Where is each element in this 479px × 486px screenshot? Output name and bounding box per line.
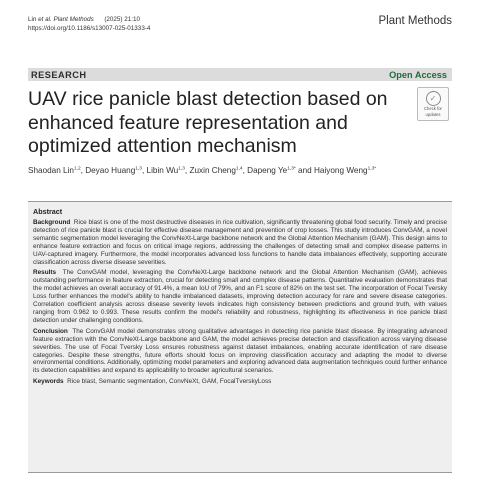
abstract-box <box>28 201 452 473</box>
citation-header <box>28 15 150 33</box>
check-for-updates-button[interactable] <box>417 87 449 121</box>
author-name[interactable]: Zuxin Cheng <box>189 166 236 175</box>
keywords-line: Keywords Rice blast, Semantic segmentation, ConvNeXt, GAM, FocalTverskyLoss <box>33 378 272 386</box>
check-updates-text-2: updates <box>425 111 441 117</box>
author-list: Shaodan Lin$^{1,2}$, Deyao Huang$^{1,3}$, Libin Wu$^{1,3}$, Zuxin Cheng$^{1,4}$, Dapeng $Ye^{1,3*}$ and Haiyong Weng$^{1,3*}$ <box>28 166 377 175</box>
check-updates-text-1: Check for <box>424 106 442 111</box>
check-updates-icon: ✓ <box>426 91 441 106</box>
doi-link[interactable]: https://doi.org/10.1186/s13007-025-01333-4 <box>28 25 151 32</box>
section-label: RESEARCH <box>31 69 87 80</box>
author-name[interactable]: Dapeng Ye <box>247 166 288 175</box>
results-paragraph: Results The ConvGAM model, leveraging the ConvNeXt-Large backbone network and the Global Attention Mechanism (GAM), achieves outstanding performance in feature extraction, crucial for detecting small and complex disease patterns. Quantitative evaluation demonstrates that the model achieves an overall accuracy of 91.4%, a mean IoU of 79%, and an F1 score of 82% on the test set. The incorporation of Focal Tversky Loss further enhances the model's ability to handle imbalanced datasets, improving detection accuracy for rare and severe disease categories. Correlation coefficient analysis across disease severity levels indicates high consistency between predictions and ground truth, with values ranging from 0.962 to 0.993. These results confirm the model's reliability and robustness, highlighting its effectiveness in rice panicle blast detection under challenging conditions. <box>33 269 447 324</box>
author-name[interactable]: Haiyong Weng <box>314 166 368 175</box>
abstract-heading: Abstract <box>33 207 63 216</box>
citation-year: (2025) 21:10 <box>104 16 141 23</box>
open-access-label: Open Access <box>389 69 447 80</box>
citation-line: Lin et al. Plant Methods (2025) 21:10 <box>28 16 141 23</box>
journal-name: Plant Methods <box>378 15 452 27</box>
article-type-banner <box>28 68 452 81</box>
citation-journal: et al. Plant Methods <box>38 16 94 23</box>
author-name[interactable]: Libin Wu <box>146 166 179 175</box>
background-paragraph: Background Rice blast is one of the most destructive diseases in rice cultivation, significantly threatening global food security. Timely and precise detection of rice panicle blast is crucial for effective disease management and prevention of crop losses. This study introduces ConvGAM, a novel semantic segmentation model leveraging the ConvNeXt-Large backbone network and the Global Attention Mechanism (GAM). This design aims to enhance feature extraction and focus on critical image regions, addressing the challenges of detecting small and complex disease patterns in UAV-captured imagery. Furthermore, the model incorporates advanced loss functions to handle data imbalances effectively, supporting accurate classification across diverse disease severities. <box>33 219 447 266</box>
author-name[interactable]: Shaodan Lin <box>28 166 74 175</box>
article-title: UAV rice panicle blast detection based on enhanced feature representation and optimized attention mechanism <box>28 88 388 157</box>
author-name[interactable]: Deyao Huang <box>85 166 136 175</box>
conclusion-paragraph: Conclusion The ConvGAM model demonstrates strong qualitative advantages in detecting rice panicle blast disease. By integrating advanced feature extraction with the ConvNeXt-Large backbone and GAM, the model achieves precise detection and classification across varying disease severities. The use of Focal Tversky Loss ensures robustness against dataset imbalances, enabling accurate identification of rare disease categories. Despite these strengths, future efforts should focus on improving classification accuracy and adapting the model to diverse environmental conditions. Additionally, optimizing model parameters and exploring advanced data augmentation techniques could further enhance its detection capabilities and expand its applicability to broader agricultural scenarios. <box>33 327 447 375</box>
